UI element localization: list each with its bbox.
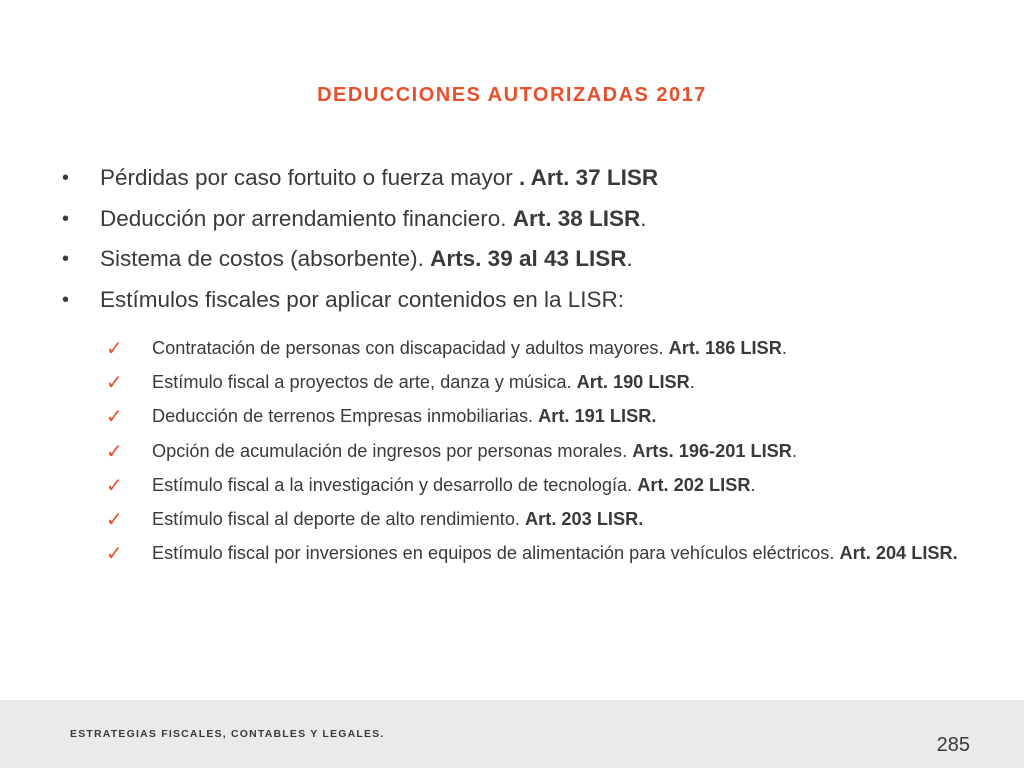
check-text: Estímulo fiscal al deporte de alto rendimiento. Art. 203 LISR. xyxy=(152,509,644,530)
checkmark-icon: ✓ xyxy=(106,336,123,360)
bullet-item xyxy=(62,158,962,199)
bullet-icon: • xyxy=(62,207,70,230)
bullet-text: Sistema de costos (absorbente). Arts. 39 al 43 LISR. xyxy=(100,246,633,271)
check-item xyxy=(106,536,962,570)
check-text: Estímulo fiscal a proyectos de arte, danza y música. Art. 190 LISR. xyxy=(152,372,695,393)
check-item xyxy=(106,468,962,502)
check-text: Estímulo fiscal por inversiones en equipos de alimentación para vehículos eléctricos. Art. 204 LISR. xyxy=(152,543,958,564)
slide-title: DEDUCCIONES AUTORIZADAS 2017 xyxy=(317,84,707,106)
check-item xyxy=(106,399,962,433)
checkmark-icon: ✓ xyxy=(106,404,123,429)
footer-text: ESTRATEGIAS FISCALES, CONTABLES Y LEGALES. xyxy=(70,728,385,740)
check-text: Estímulo fiscal a la investigación y desarrollo de tecnología. Art. 202 LISR. xyxy=(152,474,756,495)
check-text: Deducción de terrenos Empresas inmobiliarias. Art. 191 LISR. xyxy=(152,406,657,427)
check-text: Opción de acumulación de ingresos por personas morales. Arts. 196-201 LISR. xyxy=(152,440,797,461)
bullet-item xyxy=(62,239,962,280)
footer-bar xyxy=(0,700,1024,768)
check-item xyxy=(106,434,962,468)
checkmark-icon: ✓ xyxy=(106,472,123,497)
bullet-icon: • xyxy=(62,248,70,270)
check-item xyxy=(106,331,962,365)
checkmark-icon: ✓ xyxy=(106,507,123,532)
check-item xyxy=(106,365,962,399)
bullet-icon: • xyxy=(62,288,70,311)
page-number: 285 xyxy=(936,734,970,756)
check-text: Contratación de personas con discapacidad y adultos mayores. Art. 186 LISR. xyxy=(152,338,787,358)
bullet-text: Deducción por arrendamiento financiero. Art. 38 LISR. xyxy=(100,205,647,231)
checkmark-icon: ✓ xyxy=(106,370,123,395)
checkmark-icon: ✓ xyxy=(106,438,123,463)
bullet-text: Pérdidas por caso fortuito o fuerza mayor . Art. 37 LISR xyxy=(100,165,659,190)
bullet-text: Estímulos fiscales por aplicar contenidos en la LISR: xyxy=(100,286,625,312)
bullet-list xyxy=(62,158,962,320)
bullet-icon: • xyxy=(62,167,70,189)
checkmark-icon: ✓ xyxy=(106,541,123,566)
check-item xyxy=(106,502,962,536)
bullet-item xyxy=(62,199,962,240)
bullet-item xyxy=(62,280,962,321)
check-list xyxy=(106,331,962,570)
